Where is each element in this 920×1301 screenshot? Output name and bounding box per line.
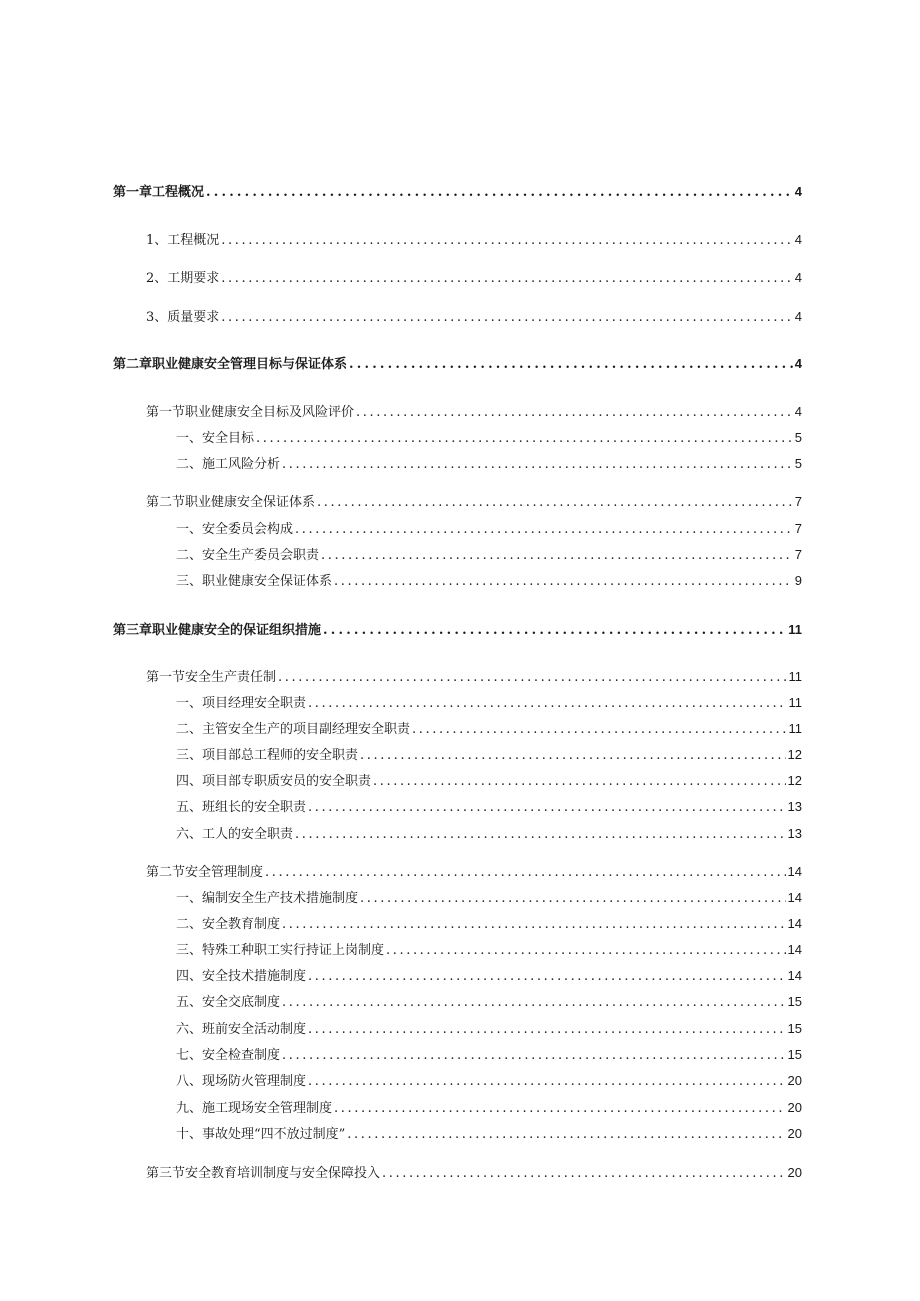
toc-entry-title: 四、项目部专职质安员的安全职责: [176, 774, 372, 789]
toc-entry-title: 四、安全技术措施制度: [176, 969, 307, 984]
toc-entry-title: 一、安全委员会构成: [176, 522, 294, 537]
toc-entry-subsection[interactable]: [176, 914, 802, 935]
toc-entry-subsection[interactable]: [176, 693, 802, 714]
toc-entry-page: 14: [787, 890, 802, 905]
toc-entry-title: 2、工期要求: [146, 271, 220, 286]
leader-dots: [308, 1020, 786, 1040]
leader-dots: [282, 993, 786, 1013]
toc-entry-page: 4: [794, 270, 802, 285]
toc-entry-title: 三、特殊工种职工实行持证上岗制度: [176, 943, 385, 958]
toc-entry-section[interactable]: [146, 402, 802, 423]
leader-dots: [282, 455, 793, 475]
leader-dots: [206, 183, 793, 203]
toc-entry-title: 二、安全生产委员会职责: [176, 548, 320, 563]
toc-entry-subsection[interactable]: [176, 1124, 802, 1145]
toc-entry-page: 15: [787, 994, 802, 1009]
toc-entry-title: 六、工人的安全职责: [176, 827, 294, 842]
toc-entry-page: 14: [787, 942, 802, 957]
leader-dots: [412, 720, 786, 740]
toc-entry-title: 三、职业健康安全保证体系: [176, 574, 333, 589]
toc-entry-section[interactable]: [146, 667, 802, 688]
toc-entry-title: 八、现场防火管理制度: [176, 1074, 307, 1089]
toc-entry-item[interactable]: [146, 268, 802, 289]
leader-dots: [321, 546, 793, 566]
toc-entry-title: 三、项目部总工程师的安全职责: [176, 748, 359, 763]
toc-entry-title: 一、项目经理安全职责: [176, 696, 307, 711]
toc-entry-page: 13: [787, 826, 802, 841]
toc-entry-page: 4: [794, 232, 802, 247]
toc-entry-page: 20: [787, 1073, 802, 1088]
toc-entry-title: 第二节职业健康安全保证体系: [146, 495, 316, 510]
toc-entry-subsection[interactable]: [176, 940, 802, 961]
toc-entry-page: 11: [788, 669, 802, 684]
leader-dots: [349, 355, 793, 375]
leader-dots: [308, 694, 786, 714]
toc-entry-subsection[interactable]: [176, 519, 802, 540]
toc-entry-title: 二、施工风险分析: [176, 457, 281, 472]
toc-entry-page: 4: [794, 356, 802, 371]
toc-entry-page: 11: [788, 622, 802, 637]
leader-dots: [308, 967, 786, 987]
toc-entry-page: 4: [794, 184, 802, 199]
toc-entry-title: 二、主管安全生产的项目副经理安全职责: [176, 722, 411, 737]
toc-entry-page: 5: [794, 456, 802, 471]
toc-entry-page: 12: [787, 747, 802, 762]
toc-entry-page: 7: [794, 494, 802, 509]
toc-entry-page: 9: [794, 573, 802, 588]
toc-entry-title: 1、工程概况: [146, 233, 220, 248]
leader-dots: [221, 231, 792, 251]
toc-entry-subsection[interactable]: [176, 824, 802, 845]
toc-entry-page: 15: [787, 1047, 802, 1062]
toc-entry-chapter[interactable]: [113, 354, 802, 375]
toc-entry-chapter[interactable]: [113, 620, 802, 641]
toc-entry-title: 一、编制安全生产技术措施制度: [176, 891, 359, 906]
toc-entry-title: 第一章工程概况: [113, 185, 205, 200]
leader-dots: [347, 1125, 785, 1145]
leader-dots: [282, 915, 786, 935]
toc-entry-subsection[interactable]: [176, 1098, 802, 1119]
leader-dots: [221, 269, 792, 289]
toc-entry-page: 11: [788, 721, 802, 736]
leader-dots: [278, 668, 786, 688]
leader-dots: [323, 621, 786, 641]
leader-dots: [334, 1099, 786, 1119]
toc-entry-title: 七、安全检查制度: [176, 1048, 281, 1063]
toc-entry-title: 六、班前安全活动制度: [176, 1022, 307, 1037]
toc-entry-subsection[interactable]: [176, 797, 802, 818]
leader-dots: [360, 746, 786, 766]
toc-entry-page: 14: [787, 916, 802, 931]
leader-dots: [317, 493, 793, 513]
toc-entry-title: 3、质量要求: [146, 310, 220, 325]
toc-entry-section[interactable]: [146, 1163, 802, 1184]
toc-entry-subsection[interactable]: [176, 719, 802, 740]
toc-entry-page: 14: [787, 864, 802, 879]
toc-entry-subsection[interactable]: [176, 1019, 802, 1040]
leader-dots: [295, 825, 786, 845]
toc-entry-subsection[interactable]: [176, 888, 802, 909]
toc-entry-title: 九、施工现场安全管理制度: [176, 1101, 333, 1116]
toc-entry-subsection[interactable]: [176, 428, 802, 449]
toc-entry-section[interactable]: [146, 862, 802, 883]
toc-entry-page: 15: [787, 1021, 802, 1036]
toc-entry-page: 4: [794, 309, 802, 324]
leader-dots: [256, 429, 793, 449]
leader-dots: [356, 403, 793, 423]
toc-entry-subsection[interactable]: [176, 1071, 802, 1092]
toc-entry-subsection[interactable]: [176, 571, 802, 592]
leader-dots: [386, 941, 786, 961]
toc-entry-subsection[interactable]: [176, 771, 802, 792]
toc-entry-subsection[interactable]: [176, 545, 802, 566]
leader-dots: [282, 1046, 786, 1066]
leader-dots: [373, 772, 786, 792]
toc-entry-title: 第一节安全生产责任制: [146, 670, 277, 685]
toc-entry-section[interactable]: [146, 492, 802, 513]
toc-entry-page: 20: [787, 1100, 802, 1115]
leader-dots: [308, 798, 786, 818]
toc-entry-title: 五、安全交底制度: [176, 995, 281, 1010]
toc-entry-page: 7: [794, 521, 802, 536]
leader-dots: [308, 1072, 786, 1092]
toc-entry-chapter[interactable]: [113, 182, 802, 203]
toc-entry-subsection[interactable]: [176, 454, 802, 475]
toc-entry-title: 第三节安全教育培训制度与安全保障投入: [146, 1166, 381, 1181]
toc-entry-title: 一、安全目标: [176, 431, 255, 446]
toc-entry-title: 第三章职业健康安全的保证组织措施: [113, 623, 322, 638]
leader-dots: [334, 572, 793, 592]
toc-entry-page: 13: [787, 799, 802, 814]
toc-entry-page: 11: [788, 695, 802, 710]
leader-dots: [265, 863, 786, 883]
toc-entry-title: 第一节职业健康安全目标及风险评价: [146, 405, 355, 420]
toc-entry-page: 12: [787, 773, 802, 788]
toc-entry-subsection[interactable]: [176, 745, 802, 766]
toc-entry-title: 二、安全教育制度: [176, 917, 281, 932]
toc-entry-subsection[interactable]: [176, 992, 802, 1013]
toc-entry-subsection[interactable]: [176, 1045, 802, 1066]
toc-entry-page: 7: [794, 547, 802, 562]
toc-entry-page: 20: [787, 1126, 802, 1141]
leader-dots: [382, 1164, 786, 1184]
toc-entry-title: 十、事故处理“四不放过制度”: [176, 1127, 346, 1142]
leader-dots: [295, 520, 793, 540]
toc-entry-page: 20: [787, 1165, 802, 1180]
toc-entry-item[interactable]: [146, 230, 802, 251]
toc-entry-title: 第二节安全管理制度: [146, 865, 264, 880]
toc-entry-page: 4: [794, 404, 802, 419]
leader-dots: [360, 889, 786, 909]
toc-entry-title: 五、班组长的安全职责: [176, 800, 307, 815]
toc-entry-page: 14: [787, 968, 802, 983]
toc-entry-subsection[interactable]: [176, 966, 802, 987]
leader-dots: [221, 308, 792, 328]
toc-entry-title: 第二章职业健康安全管理目标与保证体系: [113, 357, 348, 372]
toc-entry-page: 5: [794, 430, 802, 445]
toc-entry-item[interactable]: [146, 307, 802, 328]
